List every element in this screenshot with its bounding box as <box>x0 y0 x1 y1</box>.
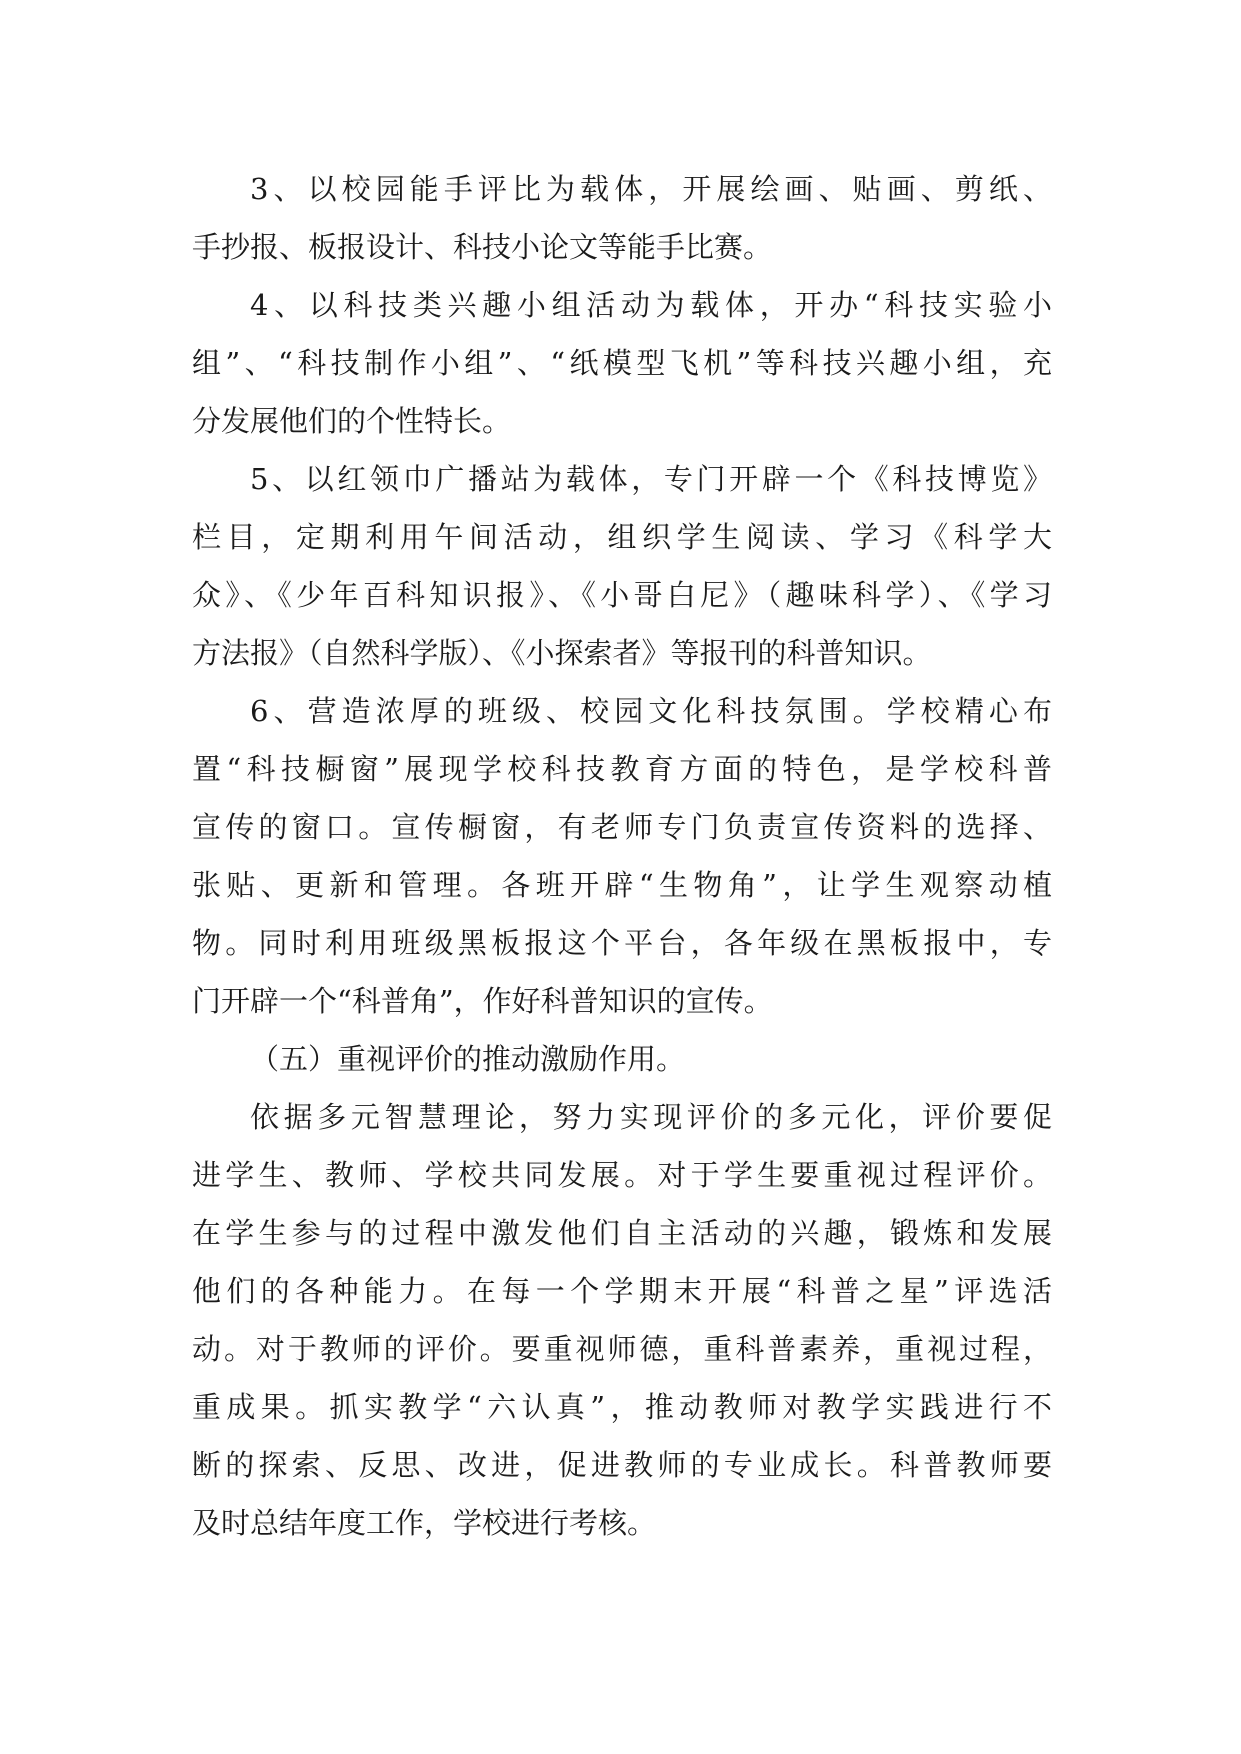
section-heading-5 <box>192 1030 1052 1088</box>
text-line: 组”、“科技制作小组”、“纸模型飞机”等科技兴趣小组，充 <box>192 346 1052 380</box>
text-line: 动。对于教师的评价。要重视师德，重科普素养，重视过程， <box>192 1332 1052 1366</box>
text-line: 他们的各种能力。在每一个学期末开展“科普之星”评选活 <box>192 1274 1052 1308</box>
text-line: 依据多元智慧理论，努力实现评价的多元化，评价要促 <box>250 1100 1052 1134</box>
text-line: 众》、《少年百科知识报》、《小哥白尼》（趣味科学）、《学习 <box>192 578 1052 612</box>
paragraph-6 <box>192 682 1052 1030</box>
text-line: 5、以红领巾广播站为载体，专门开辟一个《科技博览》 <box>250 462 1052 496</box>
section-heading: （五）重视评价的推动激励作用。 <box>250 1042 686 1076</box>
text-line: 断的探索、反思、改进，促进教师的专业成长。科普教师要 <box>192 1448 1052 1482</box>
text-line: 重成果。抓实教学“六认真”，推动教师对教学实践进行不 <box>192 1390 1052 1424</box>
text-line: 4、以科技类兴趣小组活动为载体，开办“科技实验小 <box>250 288 1052 322</box>
text-line: 进学生、教师、学校共同发展。对于学生要重视过程评价。 <box>192 1158 1052 1192</box>
text-line: 栏目，定期利用午间活动，组织学生阅读、学习《科学大 <box>192 520 1052 554</box>
text-line: 3、以校园能手评比为载体，开展绘画、贴画、剪纸、 <box>250 172 1052 206</box>
paragraph-4 <box>192 276 1052 450</box>
paragraph-3 <box>192 160 1052 276</box>
paragraph-5 <box>192 450 1052 682</box>
text-line: 分发展他们的个性特长。 <box>192 404 512 438</box>
text-line: 6、营造浓厚的班级、校园文化科技氛围。学校精心布 <box>250 694 1052 728</box>
text-line: 宣传的窗口。宣传橱窗，有老师专门负责宣传资料的选择、 <box>192 810 1052 844</box>
text-line: 及时总结年度工作，学校进行考核。 <box>192 1506 657 1540</box>
text-line: 门开辟一个“科普角”，作好科普知识的宣传。 <box>192 984 773 1018</box>
text-line: 方法报》（自然科学版）、《小探索者》等报刊的科普知识。 <box>192 636 932 670</box>
text-line: 张贴、更新和管理。各班开辟“生物角”，让学生观察动植 <box>192 868 1052 902</box>
text-line: 手抄报、板报设计、科技小论文等能手比赛。 <box>192 230 773 264</box>
paragraph-7 <box>192 1088 1052 1552</box>
text-line: 物。同时利用班级黑板报这个平台，各年级在黑板报中，专 <box>192 926 1052 960</box>
text-line: 在学生参与的过程中激发他们自主活动的兴趣，锻炼和发展 <box>192 1216 1052 1250</box>
document-body <box>192 160 1052 1552</box>
text-line: 置“科技橱窗”展现学校科技教育方面的特色，是学校科普 <box>192 752 1052 786</box>
